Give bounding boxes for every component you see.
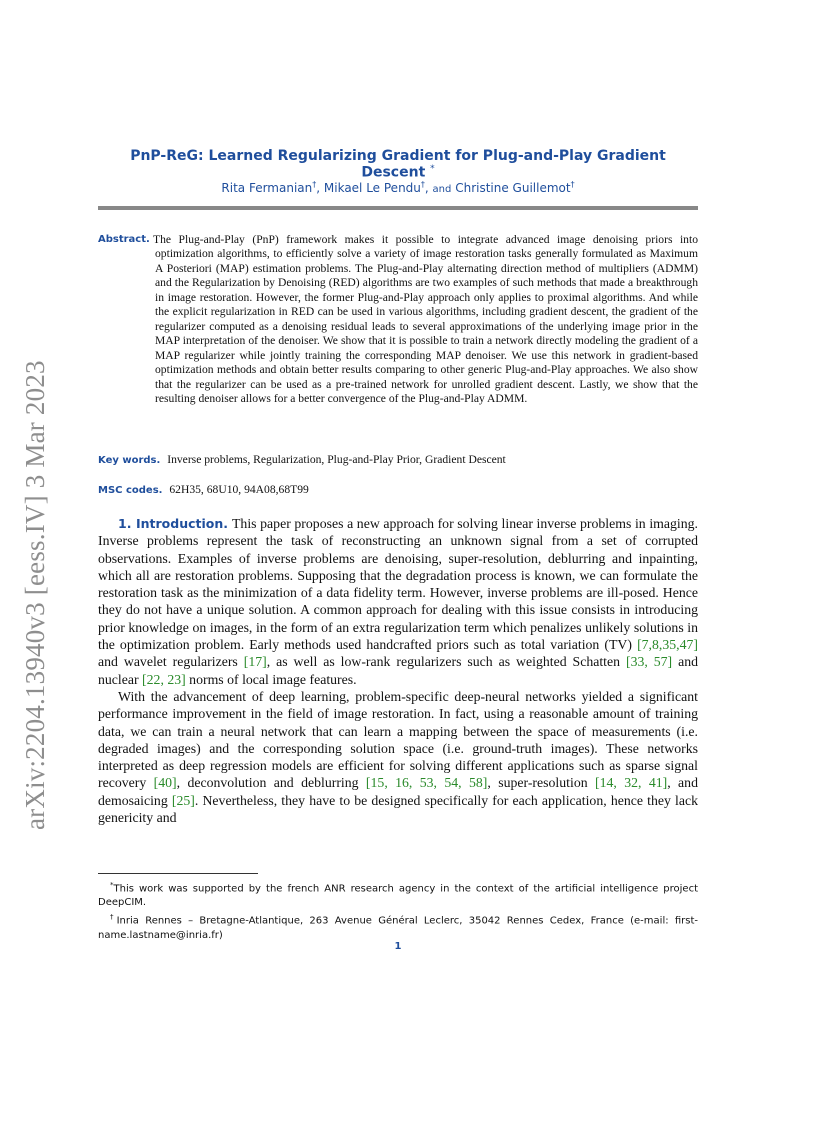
keywords — [98, 453, 698, 468]
citation-link[interactable]: [25] — [171, 792, 195, 808]
citation-link[interactable]: [14, 32, 41] — [595, 775, 668, 791]
paragraph-text: , deconvolution and deblurring — [176, 775, 366, 791]
paragraph-text: and nuclear — [98, 654, 699, 687]
page-number: 1 — [394, 941, 402, 952]
footnote-2 — [98, 910, 698, 942]
footnote-2-mark: † — [110, 913, 117, 922]
author-1: Rita Fermanian — [221, 181, 313, 195]
citation-link[interactable]: [7,8,35,47] — [637, 637, 698, 653]
citation-link[interactable]: [17] — [243, 654, 267, 670]
footnote-divider — [98, 873, 258, 874]
msc-label: MSC codes. — [98, 485, 163, 496]
footnote-1 — [98, 878, 698, 910]
footnote-2-text: Inria Rennes – Bretagne-Atlantique, 263 Avenue Général Leclerc, 35042 Rennes Cedex, France (e-mail: first-name.lastname@inria.fr) — [98, 915, 699, 941]
paragraph-text: . Nevertheless, they have to be designed specifically for each application, hence they lack genericity and — [98, 792, 698, 826]
citation-link[interactable]: [22, 23] — [142, 671, 186, 687]
abstract — [98, 233, 698, 406]
author-3: Christine Guillemot — [455, 181, 571, 195]
abstract-text: The Plug-and-Play (PnP) framework makes it possible to integrate advanced image denoising priors into optimization algorithms, to efficiently solve a variety of image restoration tasks generally formulated as Maximum A Posteriori (MAP) estimation problems. The Plug-and-Play alternating direction method of multipliers (ADMM) and the Regularization by Denoising (RED) algorithms are two examples of such methods that made a breakthrough in image restoration. However, the former Plug-and-Play approach only applies to proximal algorithms. And while the explicit regularization in RED can be used in various algorithms, including gradient descent, the gradient of the regularizer computed as a denoising residual leads to several approximations of the underlying image prior in the MAP interpretation of the denoiser. We show that it is possible to train a network directly modeling the gradient of a MAP regularizer while jointly training the corresponding MAP denoiser. We use this network in gradient-based optimization methods and obtain better results comparing to other generic Plug-and-Play approaches. We also show that the regularizer can be used as a pre-trained network for unrolled gradient descent. Lastly, we show that the resulting denoiser allows for a better convergence of the Plug-and-Play ADMM. — [153, 233, 698, 405]
paragraph-text: , as well as low-rank regularizers such as weighted Schatten — [266, 654, 626, 670]
paragraph-text: With the advancement of deep learning, problem-specific deep-neural networks yielded a significant performance improvement in the field of image restoration. In fact, using a reasonable amount of training data, we can train a neural network that can learn a mapping between the space of measurements (i.e. degraded images) and the corresponding solution space (i.e. ground-truth images). These networks interpreted as deep regression models are efficient for solving different applications such as sparse signal recovery — [98, 688, 698, 791]
paper-title — [98, 148, 698, 181]
paragraph-text: , and demosaicing — [98, 775, 698, 808]
intro-paragraph-1 — [98, 515, 698, 688]
abstract-label: Abstract. — [98, 234, 150, 245]
citation-link[interactable]: [33, 57] — [625, 654, 673, 670]
intro-paragraph-2 — [98, 688, 698, 826]
msc-codes — [98, 483, 698, 498]
arxiv-identifier[interactable]: arXiv:2204.13940v3 [eess.IV] 3 Mar 2023 — [20, 360, 50, 830]
paragraph-text: , super-resolution — [487, 775, 595, 791]
citation-link[interactable]: [40] — [153, 775, 177, 791]
author-conjunction: and — [432, 184, 452, 195]
paragraph-text: norms of local image features. — [185, 671, 357, 687]
title-divider — [98, 206, 698, 210]
msc-text: 62H35, 68U10, 94A08,68T99 — [169, 483, 309, 496]
keywords-label: Key words. — [98, 455, 161, 466]
section-heading: 1. Introduction. — [118, 516, 228, 531]
author-list: Rita Fermanian†, Mikael Le Pendu†, and Christine Guillemot† — [221, 180, 575, 195]
author-1-affil-mark[interactable]: † — [312, 180, 317, 189]
introduction-section — [98, 515, 698, 826]
citation-link[interactable]: [15, 16, 53, 54, 58] — [365, 775, 488, 791]
author-2: Mikael Le Pendu — [323, 181, 421, 195]
paragraph-text: and wavelet regularizers — [98, 654, 244, 670]
footnote-1-mark: * — [110, 881, 114, 889]
footnote-1-text: This work was supported by the french ANR research agency in the context of the artificial intelligence project DeepCIM. — [98, 883, 698, 909]
author-2-affil-mark[interactable]: † — [420, 180, 425, 189]
keywords-text: Inverse problems, Regularization, Plug-and-Play Prior, Gradient Descent — [167, 453, 506, 466]
title-text: PnP-ReG: Learned Regularizing Gradient for Plug-and-Play Gradient Descent — [130, 148, 666, 181]
author-3-affil-mark[interactable]: † — [570, 180, 575, 189]
title-footnote-mark[interactable]: * — [430, 164, 435, 174]
footnotes — [98, 878, 698, 943]
paragraph-text: This paper proposes a new approach for solving linear inverse problems in imaging. Inverse problems represent the task of reconstructing an unknown signal from a set of corrupted observations. Examples of inverse problems are denoising, super-resolution, deblurring and inpainting, which all are restoration problems. Supposing that the degradation process is known, we can formulate the restoration task as the minimization of a data fidelity term. However, inverse problems are ill-posed. Hence they do not have a unique solution. A common approach for dealing with this issue consists in introducing prior knowledge on images, in the form of an extra regularization term which penalizes unlikely solutions in the optimization problem. Early methods used handcrafted priors such as total variation (TV) — [98, 516, 698, 653]
